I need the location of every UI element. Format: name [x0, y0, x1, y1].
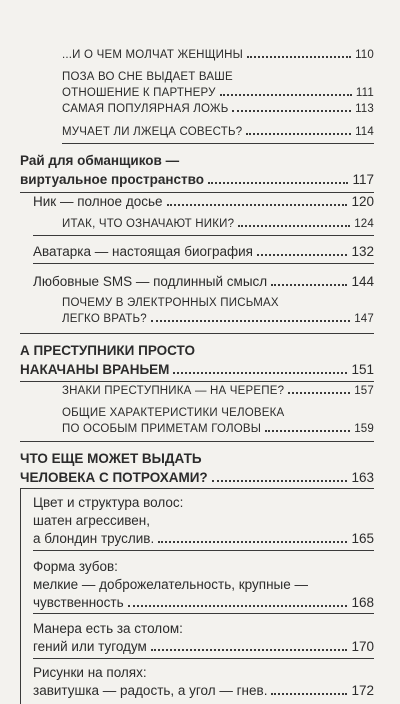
separator-rule [33, 235, 374, 236]
toc-page-number: 114 [355, 126, 374, 138]
toc-entry-title-line: ОБЩИЕ ХАРАКТЕРИСТИКИ ЧЕЛОВЕКА [62, 407, 285, 419]
toc-entry-title-line: Рисунки на полях: [33, 665, 147, 680]
dot-leader [167, 204, 348, 206]
dot-leader [232, 110, 351, 112]
toc-page-number: 170 [351, 639, 374, 654]
toc-entry-title-line: ОТНОШЕНИЕ К ПАРТНЕРУ [62, 87, 216, 99]
toc-entry-title: Любовные SMS — подлинный смысл [33, 274, 268, 289]
toc-entry-title: МУЧАЕТ ЛИ ЛЖЕЦА СОВЕСТЬ? [62, 126, 243, 138]
separator-rule [62, 143, 374, 144]
toc-entry-title-line: гений или тугодум [33, 639, 147, 654]
toc-entry [62, 295, 374, 327]
dot-leader [246, 133, 351, 135]
toc-entry-title-line: ПО ОСОБЫМ ПРИМЕТАМ ГОЛОВЫ [62, 423, 262, 435]
toc-entry-title-line: чувственность [33, 595, 124, 610]
separator-rule [20, 381, 374, 382]
toc-entry-title-line: Форма зубов: [33, 559, 118, 574]
toc-page-number: 147 [354, 313, 374, 325]
toc-entry-title-line: а блондин труслив. [33, 531, 155, 546]
toc-entry-title-line: мелкие — доброжелательность, крупные — [33, 577, 309, 592]
dot-leader [208, 182, 348, 184]
toc-entry [33, 243, 374, 261]
toc-entry [33, 664, 374, 700]
toc-page-number: 172 [351, 683, 374, 698]
toc-page-number: 111 [355, 87, 374, 99]
dot-leader [220, 94, 352, 96]
separator-rule [33, 263, 374, 264]
toc-entry [62, 101, 374, 117]
toc-section-heading [20, 341, 374, 379]
toc-page-number: 151 [351, 362, 374, 377]
dot-leader [238, 225, 350, 227]
dot-leader [247, 56, 351, 58]
dot-leader [151, 320, 350, 322]
toc-page-number: 168 [351, 595, 374, 610]
separator-vertical-rule [20, 488, 21, 704]
toc-section-title-line: А ПРЕСТУПНИКИ ПРОСТО [20, 343, 195, 358]
toc-page-number: 124 [354, 218, 374, 230]
toc-section-heading [20, 151, 374, 189]
separator-rule [33, 550, 374, 551]
toc-entry-title-line: Манера есть за столом: [33, 621, 183, 636]
toc-entry-title: ЗНАКИ ПРЕСТУПНИКА — НА ЧЕРЕПЕ? [62, 385, 285, 397]
toc-entry [62, 216, 374, 232]
toc-page-number: 120 [351, 194, 374, 209]
separator-rule [20, 488, 374, 489]
toc-entry-title-line: ПОЧЕМУ В ЭЛЕКТРОННЫХ ПИСЬМАХ [62, 297, 279, 309]
toc-page-number: 144 [351, 274, 374, 289]
toc-page-number: 163 [351, 470, 374, 485]
toc-entry-title-line: ПОЗА ВО СНЕ ВЫДАЕТ ВАШЕ [62, 71, 233, 83]
toc-entry-title: ИТАК, ЧТО ОЗНАЧАЮТ НИКИ? [62, 218, 235, 230]
dot-leader [265, 430, 350, 432]
separator-rule [20, 441, 374, 442]
dot-leader [271, 693, 347, 695]
separator-rule [33, 658, 374, 659]
toc-entry [62, 47, 374, 63]
dot-leader [257, 254, 348, 256]
toc-entry [33, 193, 374, 211]
toc-page-number: 113 [355, 103, 374, 115]
toc-entry [33, 273, 374, 291]
toc-entry-title: Аватарка — настоящая биография [33, 244, 253, 259]
toc-section-title-line: ЧТО ЕЩЕ МОЖЕТ ВЫДАТЬ [20, 451, 202, 466]
toc-section-title-line: Рай для обманщиков — [20, 153, 180, 168]
dot-leader [173, 372, 347, 374]
toc-entry-title-line: Цвет и структура волос: [33, 495, 184, 510]
toc-page-number: 165 [351, 531, 374, 546]
toc-section-title-line: НАКАЧАНЫ ВРАНЬЕМ [20, 362, 170, 377]
toc-page-number: 157 [354, 385, 374, 397]
separator-rule [20, 333, 374, 334]
toc-entry-title: ...И О ЧЕМ МОЛЧАТ ЖЕНЩИНЫ [62, 49, 244, 61]
toc-entry-title-line: ЛЕГКО ВРАТЬ? [62, 313, 147, 325]
toc-entry [62, 69, 374, 101]
dot-leader [212, 480, 348, 482]
toc-entry [62, 405, 374, 437]
toc-entry-title: Ник — полное досье [33, 194, 163, 209]
dot-leader [271, 284, 347, 286]
toc-section-heading [20, 449, 374, 487]
toc-section-title-line: виртуальное пространство [20, 172, 204, 187]
dot-leader [158, 541, 347, 543]
toc-entry-title-line: завитушка — радость, а угол — гнев. [33, 683, 268, 698]
toc-page-number: 110 [355, 49, 374, 61]
toc-entry [33, 620, 374, 656]
separator-rule [33, 613, 374, 614]
dot-leader [128, 605, 348, 607]
dot-leader [288, 392, 350, 394]
dot-leader [151, 649, 348, 651]
toc-page-number: 132 [351, 244, 374, 259]
toc-entry [33, 558, 374, 612]
toc-section-title-line: ЧЕЛОВЕКА С ПОТРОХАМИ? [20, 470, 208, 485]
toc-entry [33, 494, 374, 548]
toc-page-number: 117 [352, 172, 374, 187]
toc-entry [62, 383, 374, 399]
toc-entry-title-line: шатен агрессивен, [33, 513, 151, 528]
toc-entry-title: САМАЯ ПОПУЛЯРНАЯ ЛОЖЬ [62, 103, 229, 115]
toc-page-number: 159 [354, 423, 374, 435]
toc-entry [62, 124, 374, 140]
